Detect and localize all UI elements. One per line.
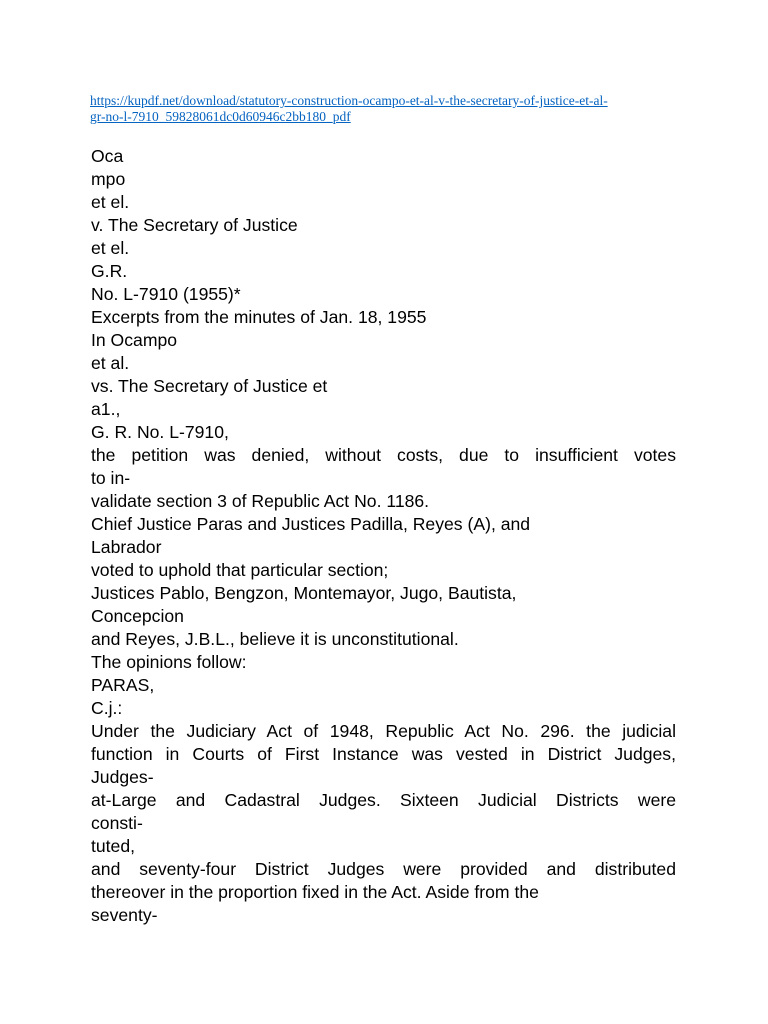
body-line: thereover in the proportion fixed in the Act. Aside from the: [91, 882, 539, 902]
body-line: seventy-: [91, 905, 158, 925]
document-body: [91, 145, 676, 927]
body-line: No. L-7910 (1955)*: [91, 284, 241, 304]
body-line: function in Courts of First Instance was vested in District Judges,: [91, 744, 676, 764]
body-line: tuted,: [91, 836, 136, 856]
body-line: G. R. No. L-7910,: [91, 422, 229, 442]
source-url-line-1: https://kupdf.net/download/statutory-construction-ocampo-et-al-v-the-secretary-of-justice-et-al-: [90, 93, 608, 108]
body-line: to in-: [91, 468, 131, 488]
body-line: consti-: [91, 813, 143, 833]
body-line: Justices Pablo, Bengzon, Montemayor, Jugo, Bautista,: [91, 583, 517, 603]
body-line: G.R.: [91, 261, 128, 281]
body-line: In Ocampo: [91, 330, 178, 350]
body-line: The opinions follow:: [91, 652, 247, 672]
body-line: at-Large and Cadastral Judges. Sixteen Judicial Districts were: [91, 790, 676, 810]
body-line: Excerpts from the minutes of Jan. 18, 1955: [91, 307, 427, 327]
body-line: vs. The Secretary of Justice et: [91, 376, 328, 396]
body-line: voted to uphold that particular section;: [91, 560, 389, 580]
source-url-link[interactable]: [90, 93, 680, 125]
body-line: et al.: [91, 353, 130, 373]
body-line: and Reyes, J.B.L., believe it is unconstitutional.: [91, 629, 459, 649]
body-line: mpo: [91, 169, 126, 189]
body-line: C.j.:: [91, 698, 123, 718]
body-line: Chief Justice Paras and Justices Padilla, Reyes (A), and: [91, 514, 531, 534]
body-line: Oca: [91, 146, 124, 166]
body-line: Labrador: [91, 537, 162, 557]
body-line: the petition was denied, without costs, due to insufficient votes: [91, 445, 676, 465]
body-line: et el.: [91, 192, 130, 212]
body-line: validate section 3 of Republic Act No. 1186.: [91, 491, 430, 511]
body-line: Under the Judiciary Act of 1948, Republic Act No. 296. the judicial: [91, 721, 676, 741]
body-line: Concepcion: [91, 606, 184, 626]
body-line: v. The Secretary of Justice: [91, 215, 298, 235]
body-line: PARAS,: [91, 675, 155, 695]
body-line: Judges-: [91, 767, 154, 787]
source-url-line-2: gr-no-l-7910_59828061dc0d60946c2bb180_pdf: [90, 109, 351, 124]
body-line: et el.: [91, 238, 130, 258]
body-line: a1.,: [91, 399, 121, 419]
body-line: and seventy-four District Judges were provided and distributed: [91, 859, 676, 879]
